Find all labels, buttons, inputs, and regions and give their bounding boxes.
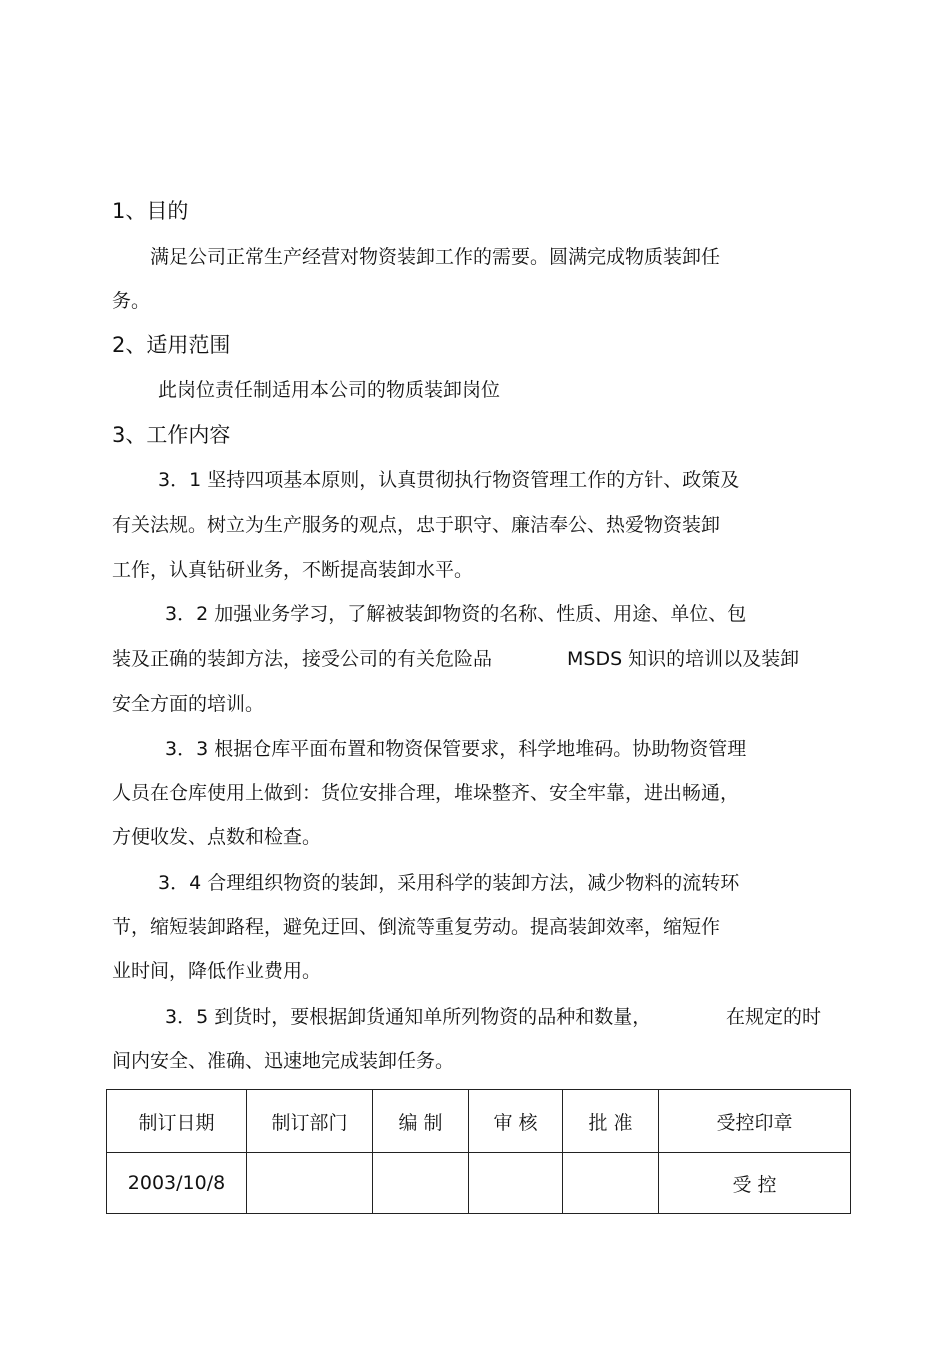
paragraph-3-2-line-3: 安全方面的培训。 [112,693,265,715]
paragraph-3-2-line-1: 3．2 加强业务学习，了解被装卸物资的名称、性质、用途、单位、包 [165,603,747,625]
paragraph-3-4-line-2: 节，缩短装卸路程，避免迂回、倒流等重复劳动。提高装卸效率，缩短作 [112,916,721,938]
paragraph-3-3-line-3: 方便收发、点数和检查。 [112,826,322,848]
paragraph-3-2-line-2a: 装及正确的装卸方法，接受公司的有关危险品 [112,648,493,670]
paragraph-3-1-line-2: 有关法规。树立为生产服务的观点，忠于职守、廉洁奉公、热爱物资装卸 [112,514,721,536]
header-approved: 批 准 [563,1090,659,1153]
section-3-heading: 3、工作内容 [112,423,231,447]
section-1-heading: 1、目的 [112,199,189,223]
paragraph-3-3-line-1: 3．3 根据仓库平面布置和物资保管要求，科学地堆码。协助物资管理 [165,738,747,760]
table-header-row [107,1090,851,1153]
header-date: 制订日期 [107,1090,247,1153]
paragraph-3-5-line-1a: 3．5 到货时，要根据卸货通知单所列物资的品种和数量， [165,1006,652,1028]
paragraph-3-4-line-3: 业时间，降低作业费用。 [112,960,322,982]
paragraph-3-5-line-2: 间内安全、准确、迅速地完成装卸任务。 [112,1050,455,1072]
paragraph-3-1-line-3: 工作，认真钻研业务，不断提高装卸水平。 [112,559,474,581]
value-date: 2003/10/8 [107,1153,247,1214]
table-value-row [107,1153,851,1214]
section-2-text: 此岗位责任制适用本公司的物质装卸岗位 [158,379,501,401]
paragraph-3-3-line-2: 人员在仓库使用上做到：货位安排合理，堆垛整齐、安全牢靠，进出畅通， [112,782,740,804]
section-1-text-line-2: 务。 [112,290,151,312]
value-department [247,1153,373,1214]
paragraph-3-4-line-1: 3．4 合理组织物资的装卸，采用科学的装卸方法，减少物料的流转环 [158,872,740,894]
header-reviewed: 审 核 [469,1090,563,1153]
value-prepared [373,1153,469,1214]
header-control-stamp: 受控印章 [659,1090,851,1153]
header-prepared: 编 制 [373,1090,469,1153]
paragraph-3-2-line-2b: MSDS 知识的培训以及装卸 [567,648,800,670]
paragraph-3-1-line-1: 3．1 坚持四项基本原则，认真贯彻执行物资管理工作的方针、政策及 [158,469,740,491]
section-2-heading: 2、适用范围 [112,333,231,357]
value-reviewed [469,1153,563,1214]
header-department: 制订部门 [247,1090,373,1153]
value-approved [563,1153,659,1214]
paragraph-3-5-line-1b: 在规定的时 [726,1006,822,1028]
document-control-table [106,1089,851,1214]
section-1-text-line-1: 满足公司正常生产经营对物资装卸工作的需要。圆满完成物质装卸任 [150,246,721,268]
value-control-stamp: 受 控 [659,1153,851,1214]
